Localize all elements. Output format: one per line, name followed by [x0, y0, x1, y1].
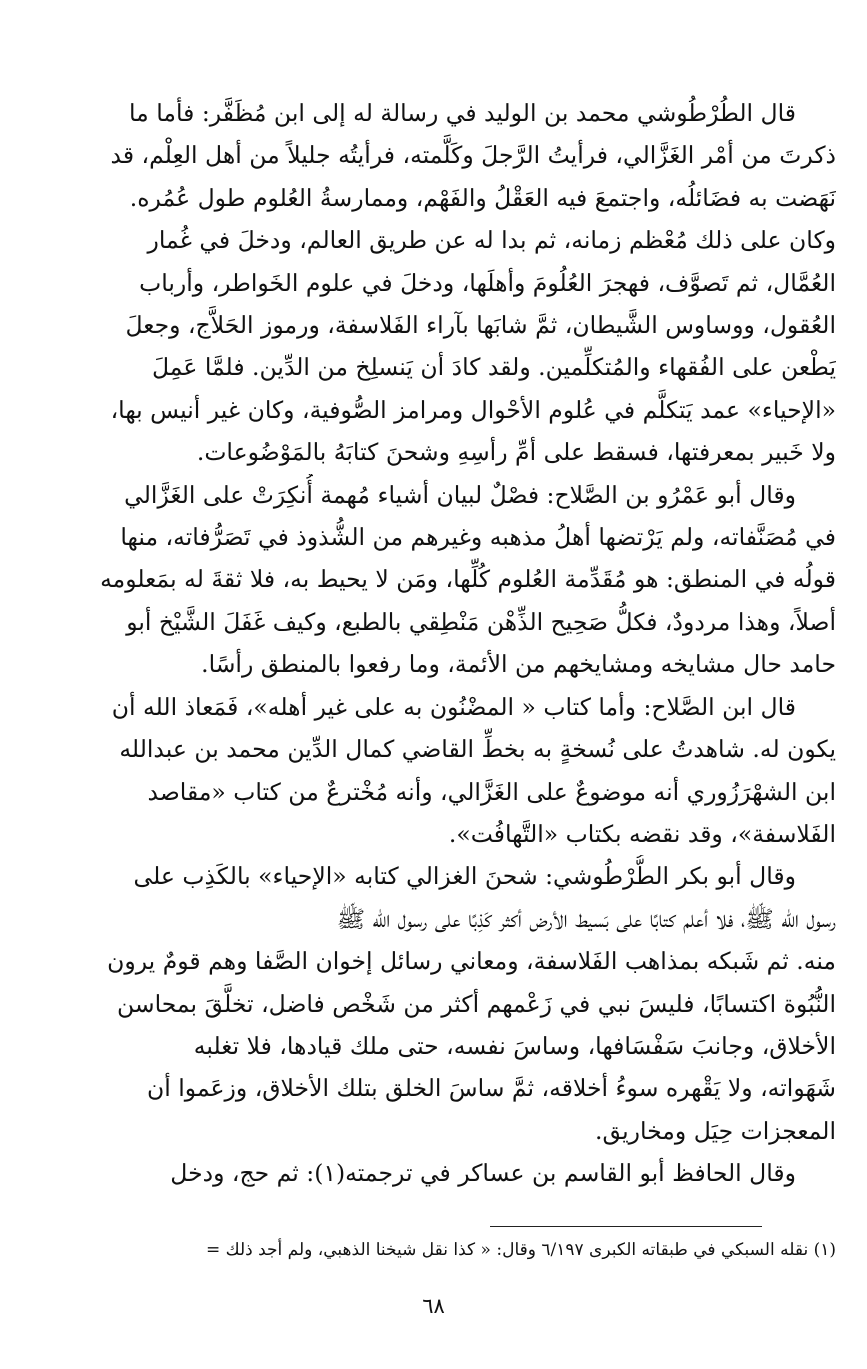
- text-line: قال الطُرْطُوشي محمد بن الوليد في رسالة له إلى ابن مُظَفَّر: فأما ما: [129, 99, 796, 127]
- footnote: (١) نقله السبكي في طبقاته الكبرى ٦/١٩٧ وقال: « كذا نقل شيخنا الذهبي، ولم أجد ذلك =: [205, 1240, 836, 1260]
- paragraph-turtushi-ihya: [28, 855, 836, 1152]
- text-line: في مُصَنَّفاته، ولم يَرْتضها أهلُ مذهبه وغيرهم من الشُّذوذ في تَصَرُّفاته، منها: [120, 523, 836, 552]
- text-line: «الإحياء» عمد يَتكلَّم في عُلوم الأحْوال ومرامز الصُّوفية، وكان غير أنيس بها،: [110, 395, 836, 424]
- text-line: النُّبُوة اكتسابًا، فليسَ نبي في زَعْمهم أكثر من شَخْص فاضل، تخلَّقَ بمحاسن: [117, 989, 836, 1018]
- text-line: رسول الله ﷺ، فلا أعلم كتابًا على بَسيط الأرض أكثر كَذِبًا على رسول الله ﷺ: [336, 904, 836, 933]
- text-line: العُمَّال، ثم تَصوَّف، فهجرَ العُلُومَ وأهلَها، ودخلَ في علوم الخَواطر، وأرباب: [139, 268, 836, 297]
- text-line: الفَلاسفة»، وقد نقضه بكتاب «التَّهافُت».: [448, 819, 836, 848]
- text-line: المعجزات حِيَل ومخاريق.: [595, 1116, 836, 1145]
- text-line: وقال أبو عَمْرُو بن الصَّلاح: فصْلٌ لبيان أشياء مُهمة أُنكِرَتْ على الغَزَّالي: [124, 480, 796, 509]
- text-line: قال ابن الصَّلاح: وأما كتاب « المضْنُون به على غير أهله»، فَمَعاذ الله أن: [111, 692, 796, 721]
- text-line: الأخلاق، وجانبَ سَفْسَافها، وساسَ نفسه، حتى ملك قيادها، فلا تغلبه: [193, 1031, 836, 1060]
- text-line: يَطْعن على الفُقهاء والمُتكلِّمين. ولقد كادَ أن يَنسلِخ من الدِّين. فلمَّا عَمِلَ: [151, 353, 836, 382]
- text-line: يكون له. شاهدتُ على نُسخةٍ به بخطِّ القاضي كمال الدِّين محمد بن عبدالله: [119, 735, 836, 764]
- footnote-divider: [490, 1226, 762, 1227]
- text-line: العُقول، ووساوس الشَّيطان، ثمَّ شابَها بآراء الفَلاسفة، ورموز الحَلاَّج، وجعلَ: [125, 311, 836, 340]
- text-line: حامد حال مشايخه ومشايخهم من الأئمة، وما رفعوا بالمنطق رأسًا.: [201, 650, 836, 679]
- text-line: أصلاً، وهذا مردودٌ، فكلُّ صَحِيح الذِّهْن مَنْطِقي بالطبع، وكيف غَفَلَ الشَّيْخ أبو: [126, 607, 836, 636]
- text-line: منه. ثم شَبكه بمذاهب الفَلاسفة، ومعاني رسائل إخوان الصَّفا وهم قومٌ يرون: [107, 947, 836, 976]
- text-line: ولا خَبير بمعرفتها، فسقط على أمِّ رأسِهِ وشحنَ كتابَهُ بالمَوْضُوعات.: [196, 438, 836, 467]
- page-number: ٦٨: [422, 1294, 445, 1318]
- paragraph-ibn-salah-logic: [28, 474, 836, 686]
- page-body: [28, 92, 836, 1195]
- paragraph-ibn-salah-madnun: [28, 686, 836, 856]
- text-line: وقال أبو بكر الطُّرْطُوشي: شحنَ الغزالي كتابه «الإحياء» بالكَذِب على: [133, 862, 796, 891]
- paragraph-ibn-asakir: [28, 1152, 836, 1194]
- text-line: قولُه في المنطق: هو مُقَدِّمة العُلوم كُلِّها، ومَن لا يحيط به، فلا ثقةَ له بمَعلومه: [100, 565, 836, 594]
- text-line: ذكرتَ من أمْر الغَزَّالي، فرأيتُ الرَّجلَ وكَلَّمته، فرأيتُه جليلاً من أهل العِلْم، قد: [110, 141, 836, 170]
- text-line: شَهَواته، ولا يَقْهره سوءُ أخلاقه، ثمَّ ساسَ الخلق بتلك الأخلاق، وزعَموا أن: [147, 1074, 836, 1103]
- text-line: ابن الشهْرَزُوري أنه موضوعٌ على الغَزَّالي، وأنه مُخْترعٌ من كتاب «مقاصد: [147, 777, 836, 806]
- text-line: وقال الحافظ أبو القاسم بن عساكر في ترجمته(١): ثم حج، ودخل: [170, 1159, 796, 1188]
- text-line: وكان على ذلك مُعْظم زمانه، ثم بدا له عن طريق العالم، ودخلَ في غُمار: [147, 226, 836, 255]
- paragraph-turtushi-letter: [28, 92, 836, 474]
- text-line: نَهَضت به فضَائلُه، واجتمعَ فيه العَقْلُ والفَهْم، وممارسةُ العُلوم طول عُمُره.: [129, 183, 836, 212]
